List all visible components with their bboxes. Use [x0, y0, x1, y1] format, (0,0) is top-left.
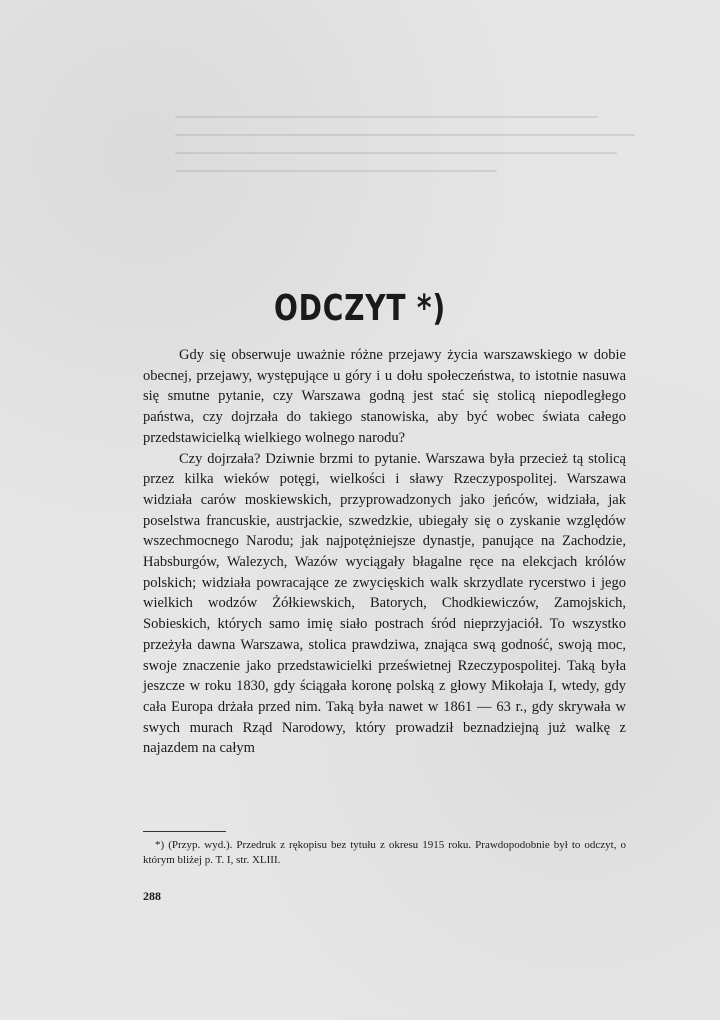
bleed-through-text: [175, 100, 635, 220]
footnote-rule: [143, 831, 226, 832]
footnote-text: *) (Przyp. wyd.). Przedruk z rękopisu bez tytułu z okresu 1915 roku. Prawdopodobnie był to odczyt, o którym bliżej p. T. I, str. XLIII.: [143, 839, 626, 866]
footnote: [143, 838, 626, 867]
body-text: [143, 345, 626, 759]
page-title: ODCZYT *): [274, 288, 446, 329]
page-number: 288: [143, 889, 161, 903]
paragraph-2: Czy dojrzała? Dziwnie brzmi to pytanie. Warszawa była przecież tą stolicą przez kilka wieków potęgi, wielkości i sławy Rzeczypospolitej. Warszawa widziała carów moskiewskich, przyprowadzonych jako jeńców, widziała, jak poselstwa francuskie, austrjackie, szwedzkie, ubiegały się o zyskanie względów wszechmocnego Narodu; jak najpotężniejsze dynastje, panujące na Zachodzie, Habsburgów, Walezych, Wazów wyciągały błagalne ręce na elekcjach królów polskich; widziała powracające ze zwycięskich walk skrzydlate rycerstwo i jego wielkich wodzów Żółkiewskich, Batorych, Chodkiewiczów, Zamojskich, Sobieskich, których samo imię siało postrach śród nieprzyjaciół. To wszystko przeżyła dawna Warszawa, stolica prawdziwa, znająca swą godność, swoją moc, swoje znaczenie jako przedstawicielki prześwietnej Rzeczypospolitej. Taką była jeszcze w roku 1830, gdy ściągała koronę polską z głowy Mikołaja I, wtedy, gdy cała Europa drżała przed nim. Taką była nawet w 1861 — 63 r., gdy skrywała w swych murach Rząd Narodowy, który prowadził beznadziejną już walkę z najazdem na całym: [143, 450, 626, 757]
paragraph-1: Gdy się obserwuje uważnie różne przejawy życia warszawskiego w dobie obecnej, przejawy, występujące u góry i u dołu społeczeństwa, to istotnie nasuwa się smutne pytanie, czy Warszawa godną jest stać się stolicą niepodległego państwa, czy dojrzała do takiego stanowiska, aby być wobec świata całego przedstawicielką wielkiego wolnego narodu?: [143, 347, 626, 446]
